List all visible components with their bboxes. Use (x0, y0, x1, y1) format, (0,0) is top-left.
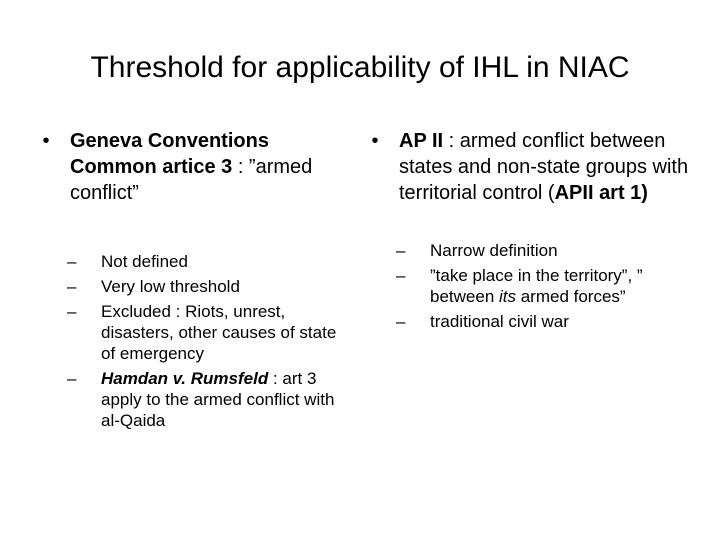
slide-title: Threshold for applicability of IHL in NIAC (90, 51, 630, 84)
list-item: – ”take place in the territory”, ” between its armed forces” (396, 266, 643, 306)
bullet-geneva-conventions (36, 128, 348, 206)
list-item: – traditional civil war (396, 312, 569, 331)
common-article-label: Common artice 3 (70, 156, 233, 178)
dash-icon: – (67, 369, 77, 388)
armed-conflict-text: : ”armed conflict” (70, 156, 313, 204)
right-sub-list (396, 240, 695, 332)
bullet-icon: • (42, 130, 50, 152)
dash-icon: – (396, 266, 406, 285)
list-item: – Narrow definition (396, 241, 558, 260)
bullet-ap-ii (365, 128, 695, 206)
list-item: – Hamdan v. Rumsfeld : art 3 apply to the armed conflict with al-Qaida (67, 369, 335, 430)
list-item: – Excluded : Riots, unrest, disasters, other causes of state of emergency (67, 302, 337, 363)
dash-icon: – (396, 241, 406, 260)
dash-icon: – (67, 302, 77, 321)
dash-icon: – (396, 312, 406, 331)
left-sub-list (67, 251, 348, 431)
list-item: – Very low threshold (67, 277, 240, 296)
apii-art-label: APII art 1) (554, 182, 648, 204)
left-column (36, 128, 348, 435)
dash-icon: – (67, 252, 77, 271)
case-name: Hamdan v. Rumsfeld (101, 369, 269, 388)
right-column (365, 128, 695, 336)
geneva-conventions-label: Geneva Conventions (70, 130, 269, 152)
ap-ii-label: AP II (399, 130, 444, 152)
ap-ii-text: : armed conflict between states and non-state groups with territorial control ( (399, 130, 689, 204)
dash-icon: – (67, 277, 77, 296)
list-item: – Not defined (67, 252, 188, 271)
bullet-icon: • (371, 130, 379, 152)
